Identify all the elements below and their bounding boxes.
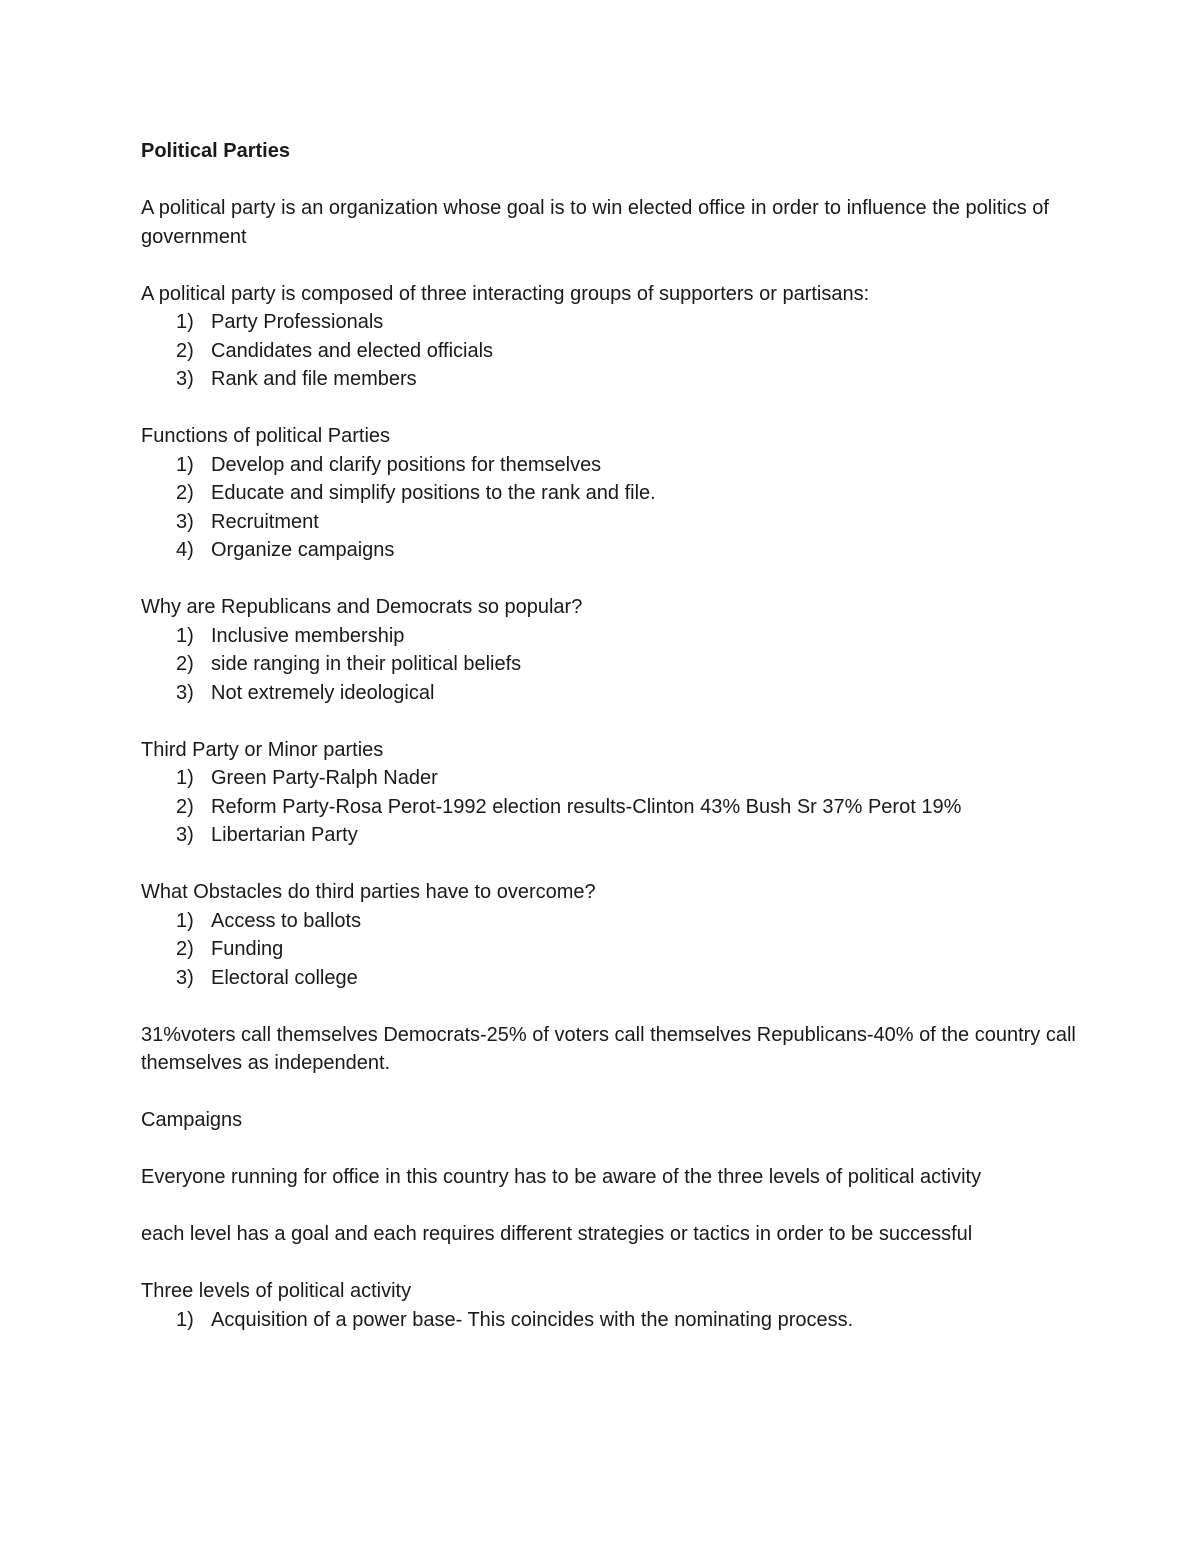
list-item <box>141 365 1081 394</box>
statistics-paragraph: 31%voters call themselves Democrats-25% of voters call themselves Republicans-40% of the country call themselves as independent. <box>141 1023 1076 1074</box>
list-item <box>141 907 1081 936</box>
list-item <box>141 308 1081 337</box>
popularity-heading: Why are Republicans and Democrats so popular? <box>141 596 583 618</box>
spacer <box>141 1249 1081 1278</box>
third-parties-heading: Third Party or Minor parties <box>141 738 384 761</box>
list-number: 2) <box>176 339 194 362</box>
list-number: 1) <box>176 1308 194 1331</box>
spacer <box>141 992 1081 1021</box>
list-item-text: Rank and file members <box>211 368 417 390</box>
list-number: 1) <box>176 767 194 789</box>
list-item-text: Inclusive membership <box>211 624 405 647</box>
list-number: 2) <box>176 795 194 818</box>
list-item <box>141 650 1081 679</box>
spacer <box>141 1135 1081 1164</box>
list-item <box>141 764 1081 793</box>
spacer <box>141 394 1081 423</box>
spacer <box>141 565 1081 594</box>
list-item <box>141 451 1081 480</box>
obstacles-list <box>141 907 1081 993</box>
levels-heading: Three levels of political activity <box>141 1280 412 1302</box>
list-item <box>141 679 1081 708</box>
spacer <box>141 1192 1081 1221</box>
third-parties-list <box>141 764 1081 850</box>
list-number: 3) <box>176 368 194 390</box>
list-number: 4) <box>176 539 194 561</box>
list-number: 1) <box>176 311 194 333</box>
list-item <box>141 622 1081 651</box>
list-item-text: Acquisition of a power base- This coincides with the nominating process. <box>211 1308 854 1331</box>
list-item-text: Electoral college <box>211 966 358 989</box>
functions-heading: Functions of political Parties <box>141 425 391 447</box>
list-number: 3) <box>176 510 194 533</box>
obstacles-heading: What Obstacles do third parties have to overcome? <box>141 881 596 903</box>
list-item-text: Green Party-Ralph Nader <box>211 767 438 789</box>
list-item-text: Organize campaigns <box>211 539 395 561</box>
list-item-text: Access to ballots <box>211 909 362 932</box>
list-number: 2) <box>176 938 194 960</box>
list-item <box>141 821 1081 850</box>
list-item <box>141 479 1081 508</box>
list-number: 2) <box>176 482 194 504</box>
list-number: 2) <box>176 653 194 675</box>
list-item-text: Party Professionals <box>211 311 384 333</box>
list-item-text: Funding <box>211 938 284 960</box>
list-item-text: Educate and simplify positions to the rank and file. <box>211 482 656 504</box>
document-body <box>141 137 1081 1334</box>
list-item-text: Develop and clarify positions for themselves <box>211 453 602 476</box>
spacer <box>141 850 1081 879</box>
list-item <box>141 1306 1081 1335</box>
campaigns-paragraph: each level has a goal and each requires different strategies or tactics in order to be successful <box>141 1223 973 1245</box>
list-item <box>141 337 1081 366</box>
functions-list <box>141 451 1081 565</box>
list-item-text: Not extremely ideological <box>211 681 435 704</box>
list-item <box>141 964 1081 993</box>
levels-list <box>141 1306 1081 1335</box>
spacer <box>141 251 1081 280</box>
definition-paragraph: A political party is an organization whose goal is to win elected office in order to influence the politics of government <box>141 197 1049 248</box>
popularity-list <box>141 622 1081 708</box>
spacer <box>141 1078 1081 1107</box>
list-item <box>141 536 1081 565</box>
list-item-text: Candidates and elected officials <box>211 339 494 362</box>
composition-intro: A political party is composed of three interacting groups of supporters or partisans: <box>141 282 870 305</box>
campaigns-heading: Campaigns <box>141 1109 243 1131</box>
list-number: 3) <box>176 824 194 846</box>
list-item-text: Recruitment <box>211 510 319 533</box>
composition-list <box>141 308 1081 394</box>
campaigns-paragraph: Everyone running for office in this country has to be aware of the three levels of political activity <box>141 1166 982 1188</box>
list-number: 1) <box>176 453 194 476</box>
page-title: Political Parties <box>141 140 290 162</box>
list-item-text: Reform Party-Rosa Perot-1992 election results-Clinton 43% Bush Sr 37% Perot 19% <box>211 795 962 818</box>
list-number: 3) <box>176 681 194 704</box>
list-item-text: side ranging in their political beliefs <box>211 653 522 675</box>
spacer <box>141 166 1081 195</box>
list-number: 3) <box>176 966 194 989</box>
list-item <box>141 793 1081 822</box>
list-number: 1) <box>176 909 194 932</box>
list-item-text: Libertarian Party <box>211 824 358 846</box>
list-item <box>141 935 1081 964</box>
list-number: 1) <box>176 624 194 647</box>
spacer <box>141 707 1081 736</box>
list-item <box>141 508 1081 537</box>
